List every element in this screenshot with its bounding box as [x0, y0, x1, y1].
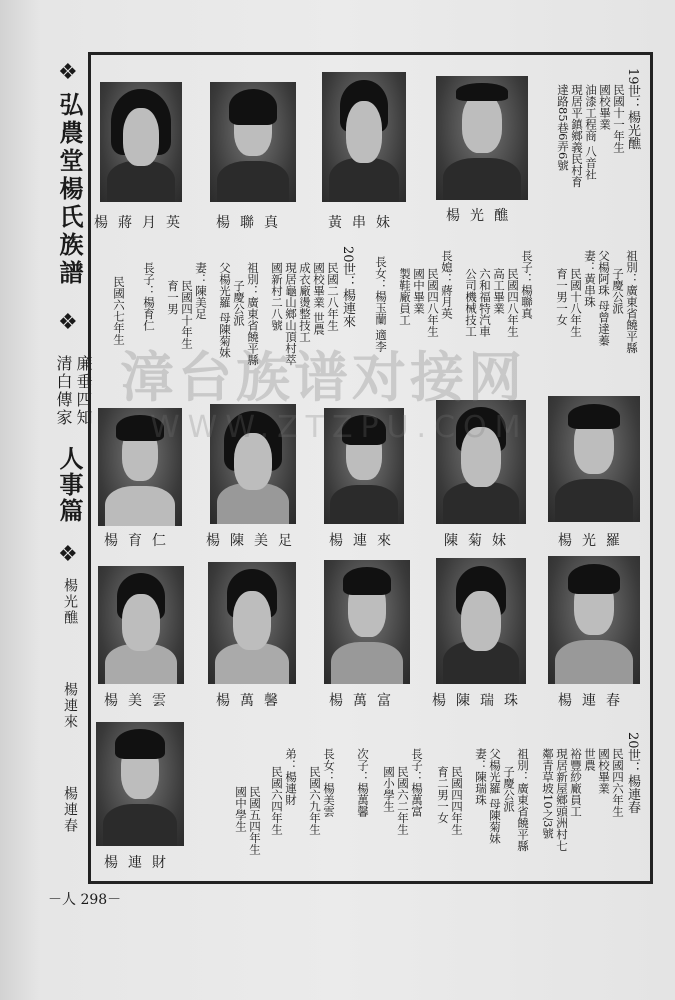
- portrait-photo: [322, 72, 406, 202]
- bio-line: 製鞋廠員工: [398, 268, 412, 326]
- bio-line: 子慶公派: [502, 766, 516, 812]
- bio-line: 國中畢業: [412, 268, 426, 314]
- section-title: 人事篇: [55, 446, 84, 524]
- page-number: －人 298－: [48, 892, 122, 908]
- book-title: 弘農堂楊氏族譜: [55, 92, 84, 288]
- generation-heading: 20世：楊連來: [340, 246, 355, 328]
- sidebar-name: 楊連春: [62, 786, 78, 834]
- photo-caption: 楊聯真: [216, 215, 288, 231]
- portrait-photo: [96, 722, 184, 846]
- photo-caption: 楊光羅: [558, 533, 630, 549]
- bio-line: 裕豐紗廠員工: [569, 748, 583, 817]
- bio-line: 現居新屋鄉頭洲村七: [555, 748, 569, 852]
- diamond-ornament-icon: ❖: [58, 60, 78, 85]
- photo-caption: 陳菊妹: [444, 533, 516, 549]
- bio-line: 次子：楊萬馨: [356, 748, 370, 817]
- bio-line: 民國五四年生: [248, 786, 262, 855]
- bio-line: 民國十八年生: [569, 268, 583, 337]
- bio-line: 妻：陳美足: [194, 262, 208, 320]
- portrait-photo: [548, 396, 640, 522]
- bio-line: 油漆工程商 八音社: [584, 84, 598, 180]
- portrait-photo: [324, 560, 410, 684]
- portrait-photo: [436, 558, 526, 684]
- portrait-photo: [548, 556, 640, 684]
- bio-line: 民國六二年生: [396, 766, 410, 835]
- bio-line: 現居平鎮鄉義民村育: [570, 84, 584, 188]
- diamond-ornament-icon: ❖: [58, 310, 78, 335]
- bio-line: 育一男一女: [555, 268, 569, 326]
- bio-line: 民國六七年生: [112, 276, 126, 345]
- bio-line: 國校畢業 世農: [312, 262, 326, 335]
- motto-column-1: 廉垂四知: [74, 355, 93, 427]
- sidebar-name: 楊連來: [62, 682, 78, 730]
- bio-line: 長女：楊美雲: [322, 748, 336, 817]
- bio-line: 國校畢業: [598, 84, 612, 130]
- bio-line: 祖別：廣東省饒平縣: [516, 748, 530, 852]
- bio-line: 鄰青草坡10之3號: [541, 748, 555, 839]
- bio-line: 民國四四年生: [450, 766, 464, 835]
- photo-caption: 楊蔣月英: [94, 215, 190, 231]
- bio-line: 六和福特汽車: [478, 268, 492, 337]
- bio-line: 世農: [583, 748, 597, 771]
- bio-line: 國中學生: [234, 786, 248, 832]
- bio-line: 長女：楊玉蘭 適李: [374, 256, 388, 352]
- watermark-url: WWW.ZTZPU.COM: [150, 410, 529, 445]
- bio-line: 達路85巷6弄6號: [556, 84, 570, 171]
- bio-line: 子慶公派: [232, 280, 246, 326]
- photo-caption: 黃串妹: [328, 215, 400, 231]
- bio-line: 國小學生: [382, 766, 396, 812]
- bio-line: 民國四十年生: [180, 280, 194, 349]
- photo-caption: 楊萬馨: [216, 693, 288, 709]
- photo-caption: 楊陳美足: [206, 533, 302, 549]
- bio-line: 國新村二八號: [270, 262, 284, 331]
- bio-line: 現居龜山鄉山頂村萃: [284, 262, 298, 366]
- motto-column-2: 清白傳家: [54, 355, 73, 427]
- bio-line: 育一男: [166, 280, 180, 315]
- generation-heading: 20世：楊連春: [625, 732, 640, 814]
- bio-line: 父楊光羅 母陳菊妹: [218, 262, 232, 358]
- bio-line: 祖別：廣東省饒平縣: [246, 262, 260, 366]
- bio-line: 民國二八年生: [326, 262, 340, 331]
- photo-caption: 楊光醮: [446, 208, 518, 224]
- diamond-ornament-icon: ❖: [58, 542, 78, 567]
- bio-line: 育二男一女: [436, 766, 450, 824]
- photo-caption: 楊連財: [104, 855, 176, 871]
- bio-line: 民國四八年生: [426, 268, 440, 337]
- bio-line: 父楊光羅 母陳菊妹: [488, 748, 502, 844]
- bio-line: 長子：楊萬富: [410, 748, 424, 817]
- bio-line: 長媳：蔣月英: [440, 250, 454, 319]
- bio-line: 長子：楊育仁: [142, 262, 156, 331]
- photo-caption: 楊連春: [558, 693, 630, 709]
- portrait-photo: [100, 82, 182, 202]
- bio-line: 祖別：廣東省饒平縣: [625, 250, 639, 354]
- photo-caption: 楊萬富: [329, 693, 401, 709]
- photo-caption: 楊陳瑞珠: [432, 693, 528, 709]
- bio-line: 妻：陳瑞珠: [474, 748, 488, 806]
- bio-line: 妻：黃串珠: [583, 250, 597, 308]
- sidebar-name: 楊光醮: [62, 578, 78, 626]
- portrait-photo: [436, 76, 528, 200]
- portrait-photo: [210, 82, 296, 202]
- bio-line: 民國四六年生: [611, 748, 625, 817]
- bio-line: 國校畢業: [597, 748, 611, 794]
- bio-line: 弟：楊連財: [284, 748, 298, 806]
- bio-line: 高工畢業: [492, 268, 506, 314]
- bio-line: 成衣廠燙整技工: [298, 262, 312, 343]
- photo-caption: 楊美雲: [104, 693, 176, 709]
- photo-caption: 楊連來: [329, 533, 401, 549]
- bio-line: 民國六四年生: [270, 766, 284, 835]
- watermark: 漳台族谱对接网: [120, 346, 526, 409]
- portrait-photo: [98, 566, 184, 684]
- bio-line: 公司機械技工: [464, 268, 478, 337]
- bio-line: 長子：楊聯真: [520, 250, 534, 319]
- bio-line: 民國十一年生: [612, 84, 626, 153]
- photo-caption: 楊育仁: [104, 533, 176, 549]
- portrait-photo: [208, 562, 296, 684]
- bio-line: 子慶公派: [611, 268, 625, 314]
- generation-heading: 19世：楊光醮: [625, 68, 640, 150]
- bio-line: 民國六九年生: [308, 766, 322, 835]
- bio-line: 父楊阿珠 母曾達蓁: [597, 250, 611, 346]
- bio-line: 民國四八年生: [506, 268, 520, 337]
